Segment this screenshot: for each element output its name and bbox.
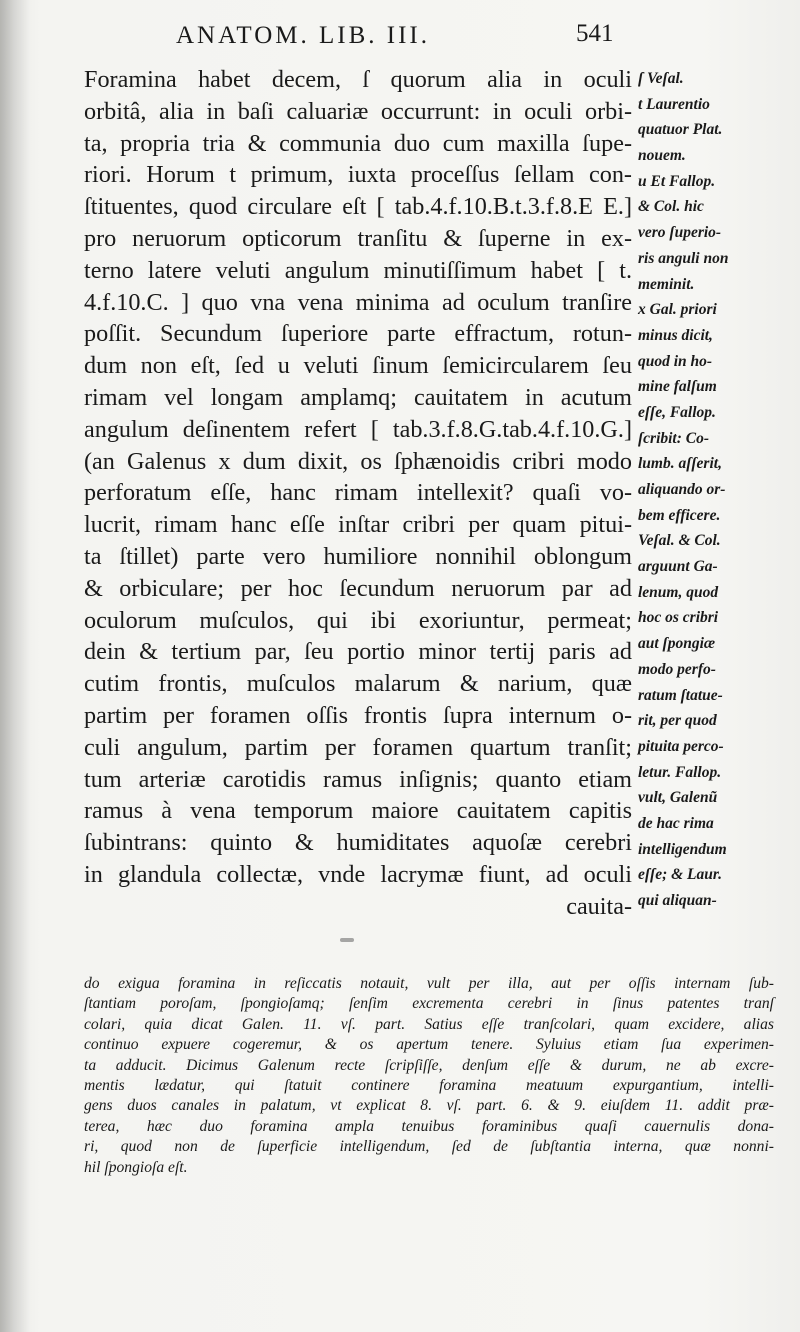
catchword: cauita-: [566, 892, 632, 920]
footnote-block: [84, 974, 774, 1178]
text-line: partim per foramen oſſis frontis ſupra internum o-: [84, 701, 632, 729]
margin-note-line: ſ Veſal.: [638, 70, 684, 87]
running-head: ANATOM. LIB. III.: [176, 22, 430, 49]
margin-note-line: meminit.: [638, 275, 695, 293]
text-line: tum arteriæ carotidis ramus inſignis; quanto etiam: [84, 765, 632, 793]
text-line: ſtituentes, quod circulare eſt [ tab.4.f.10.B.t.3.f.8.E E.]: [84, 193, 632, 221]
margin-note-line: bem efficere.: [638, 506, 721, 524]
text-line: ramus à vena temporum maiore cauitatem capitis: [84, 797, 632, 825]
footnote-line: continuo expuere cogeremur, & os apertum tenere. Syluius etiam ſua experimen-: [84, 1036, 774, 1054]
page-number: 541: [576, 20, 614, 47]
gutter-shadow: [0, 0, 30, 1332]
margin-note-line: de hac rima: [638, 814, 714, 832]
text-line: pro neruorum opticorum tranſitu & ſuperne in ex-: [84, 224, 632, 252]
margin-note-line: Veſal. & Col.: [638, 532, 721, 550]
margin-note-line: ris anguli non: [638, 249, 729, 267]
text-line: & orbiculare; per hoc ſecundum neruorum par ad: [84, 574, 632, 602]
margin-note-line: lumb. aſſerit,: [638, 455, 722, 473]
margin-note-line: quatuor Plat.: [638, 121, 723, 139]
footnote-line: ri, quod non de ſuperficie intelligendum, ſed de ſubſtantia interna, quæ nonni-: [84, 1138, 774, 1156]
text-line: lucrit, rimam hanc eſſe inſtar cribri per quam pitui-: [84, 511, 632, 539]
ink-blot: [340, 938, 354, 942]
margin-note-line: eſſe, Fallop.: [638, 403, 716, 421]
text-line: dum non eſt, ſed u veluti ſinum ſemicircularem ſeu: [84, 352, 632, 380]
footnote-line: do exigua foramina in reſiccatis notauit, vult per illa, aut per oſſis internam ſub-: [84, 975, 774, 992]
footnote-line: ta adducit. Dicimus Galenum recte ſcripſiſſe, denſum eſſe & durum, ne ab excre-: [84, 1056, 774, 1074]
text-line: Foramina habet decem, ſ quorum alia in oculi: [84, 66, 632, 93]
text-line: (an Galenus x dum dixit, os ſphænoidis cribri modo: [84, 447, 632, 475]
margin-note-line: quod in ho-: [638, 352, 713, 370]
main-text-block: [84, 64, 632, 923]
text-line: 4.f.10.C. ] quo vna vena minima ad oculum tranſire: [84, 288, 632, 316]
text-line: culi angulum, partim per foramen quartum tranſit;: [84, 733, 632, 761]
margin-note-line: vero ſuperio-: [638, 224, 722, 242]
margin-note-line: qui aliquan-: [638, 892, 717, 909]
footnote-line: gens duos canales in palatum, vt explicat 8. vſ. part. 6. & 9. eiuſdem 11. addit præ-: [84, 1097, 774, 1115]
text-line: poſſit. Secundum ſuperiore parte effractum, rotun-: [84, 320, 632, 348]
footnote-line: colari, quia dicat Galen. 11. vſ. part. Satius eſſe tranſcolari, quam excidere, alias: [84, 1015, 774, 1033]
text-line: riori. Horum t primum, iuxta proceſſus ſellam con-: [84, 161, 632, 189]
footnote-line: hil ſpongioſa eſt.: [84, 1158, 188, 1176]
margin-note-line: aliquando or-: [638, 481, 726, 498]
margin-note-line: arguunt Ga-: [638, 558, 718, 576]
margin-note-line: & Col. hic: [638, 198, 704, 216]
footnote-line: ſtantiam poroſam, ſpongioſamq; ſenſim excrementa cerebri in ſinus patentes tranſ: [84, 995, 774, 1013]
margin-note-line: pituita perco-: [638, 737, 724, 755]
text-line: oculorum muſculos, qui ibi exoriuntur, permeat;: [84, 606, 632, 634]
margin-note-line: x Gal. priori: [638, 301, 717, 319]
margin-note-line: eſſe; & Laur.: [638, 866, 722, 884]
margin-note-line: nouem.: [638, 147, 686, 165]
text-line: dein & tertium par, ſeu portio minor tertij paris ad: [84, 638, 632, 666]
margin-note-line: mine falſum: [638, 378, 717, 396]
text-line: terno latere veluti angulum minutiſſimum habet [ t.: [84, 256, 632, 284]
text-line: in glandula collectæ, vnde lacrymæ fiunt, ad oculi: [84, 860, 632, 888]
footnote-line: mentis lædatur, qui ſtatuit continere foramina meatuum expurgantium, intelli-: [84, 1076, 774, 1094]
margin-note-line: modo perfo-: [638, 660, 716, 678]
margin-note-line: aut ſpongiæ: [638, 635, 716, 653]
margin-notes: [638, 66, 794, 914]
margin-note-line: ſcribit: Co-: [638, 429, 710, 447]
margin-note-line: minus dicit,: [638, 326, 713, 344]
text-line: orbitâ, alia in baſi caluariæ occurrunt: in oculi orbi-: [84, 97, 632, 125]
text-line: ſubintrans: quinto & humiditates aquoſæ cerebri: [84, 829, 632, 857]
text-line: ta ſtillet) parte vero humiliore nonnihil oblongum: [84, 542, 632, 570]
margin-note-line: letur. Fallop.: [638, 763, 722, 781]
text-line: perforatum eſſe, hanc rimam intellexit? quaſi vo-: [84, 479, 632, 507]
margin-note-line: vult, Galenũ: [638, 789, 718, 807]
text-line: cutim frontis, muſculos malarum & narium, quæ: [84, 670, 632, 698]
margin-note-line: hoc os cribri: [638, 609, 719, 627]
margin-note-line: ratum ſtatue-: [638, 686, 723, 704]
text-line: angulum deſinentem refert [ tab.3.f.8.G.tab.4.f.10.G.]: [84, 415, 632, 443]
text-line: ta, propria tria & communia duo cum maxilla ſupe-: [84, 129, 632, 157]
margin-note-line: lenum, quod: [638, 583, 719, 601]
margin-note-line: u Et Fallop.: [638, 172, 716, 190]
margin-note-line: t Laurentio: [638, 95, 710, 113]
footnote-line: terea, hæc duo foramina ampla tenuibus foraminibus quaſi cauernulis dona-: [84, 1117, 774, 1135]
margin-note-line: rit, per quod: [638, 712, 717, 730]
margin-note-line: intelligendum: [638, 840, 727, 858]
text-line: rimam vel longam amplamq; cauitatem in acutum: [84, 383, 632, 411]
